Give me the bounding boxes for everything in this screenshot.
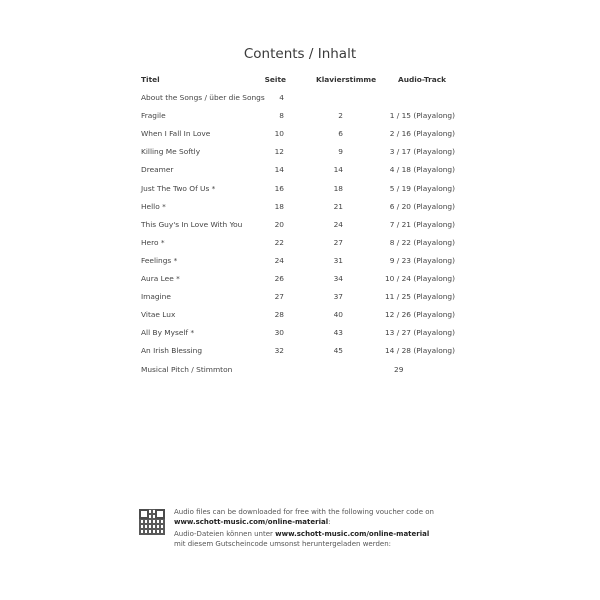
table-row (141, 292, 461, 306)
cell-piano: 14 (333, 165, 343, 175)
table-row (141, 310, 461, 324)
cell-audio: 1 / 15 (Playalong) (389, 111, 455, 121)
table-row (141, 238, 461, 252)
table-row (141, 165, 461, 179)
cell-audio: 13 / 27 (Playalong) (384, 328, 455, 338)
qr-code (139, 509, 165, 535)
table-row (141, 346, 461, 360)
cell-audio: 7 / 21 (Playalong) (389, 219, 455, 229)
cell-title: About the Songs / über die Songs (141, 93, 265, 102)
header-piano: Klavierstimme (316, 75, 377, 84)
cell-audio: 12 / 26 (Playalong) (384, 310, 455, 320)
footer-de-line2: mit diesem Gutscheincode umsonst heruntergeladen werden: (174, 540, 392, 548)
cell-page: 4 (279, 93, 284, 102)
cell-piano: 34 (333, 274, 343, 283)
header-audio: Audio-Track (398, 75, 447, 84)
cell-page: 14 (274, 165, 284, 175)
cell-title: Aura Lee * (141, 274, 180, 283)
cell-piano: 27 (333, 237, 343, 247)
cell-audio: 11 / 25 (Playalong) (384, 292, 455, 302)
cell-page: 28 (274, 310, 284, 320)
cell-page: 27 (274, 292, 284, 302)
cell-piano: 18 (333, 183, 343, 193)
cell-title: Musical Pitch / Stimmton (141, 364, 233, 374)
cell-page: 24 (274, 255, 284, 265)
footer-de-start: Audio-Dateien können unter (174, 530, 276, 538)
table-row (141, 220, 461, 234)
table-row (141, 328, 461, 342)
cell-piano: 31 (333, 255, 343, 265)
cell-page: 22 (274, 237, 284, 247)
cell-page: 8 (279, 111, 284, 121)
table-row (141, 147, 461, 161)
page-title: Contents / Inhalt (243, 46, 357, 62)
cell-page: 12 (274, 147, 284, 157)
cell-title: Imagine (141, 292, 171, 302)
footer-de-line1 (174, 530, 429, 538)
cell-piano: 9 (338, 147, 343, 157)
cell-title: Just The Two Of Us * (141, 183, 216, 193)
cell-audio: 2 / 16 (Playalong) (389, 129, 455, 139)
table-row (141, 256, 461, 270)
cell-title: Hero * (141, 237, 165, 247)
cell-page: 26 (274, 274, 284, 283)
header-title: Titel (141, 75, 160, 84)
cell-audio: 14 / 28 (Playalong) (384, 346, 455, 356)
cell-audio: 6 / 20 (Playalong) (389, 201, 455, 211)
cell-audio: 8 / 22 (Playalong) (389, 237, 455, 247)
cell-audio: 9 / 23 (Playalong) (389, 255, 455, 265)
cell-piano: 37 (333, 292, 343, 302)
cell-page: 20 (274, 219, 284, 229)
cell-title: All By Myself * (141, 328, 195, 338)
table-row (141, 129, 461, 143)
table-row (141, 365, 461, 379)
cell-title: Killing Me Softly (141, 147, 201, 157)
cell-title: Vitae Lux (141, 310, 176, 320)
table-row (141, 202, 461, 216)
footer-en-url[interactable]: www.schott-music.com/online-material (174, 518, 329, 526)
cell-page: 16 (274, 183, 284, 193)
cell-page: 30 (274, 328, 284, 338)
footer-de-url[interactable]: www.schott-music.com/online-material (275, 530, 430, 538)
cell-audio: 10 / 24 (Playalong) (384, 274, 455, 283)
cell-page: 18 (274, 201, 284, 211)
header-page: Seite (264, 75, 286, 84)
cell-title: Dreamer (141, 165, 174, 175)
cell-audio: 5 / 19 (Playalong) (389, 183, 455, 193)
cell-title: When I Fall In Love (141, 129, 211, 139)
table-header (141, 75, 461, 89)
table-row (141, 111, 461, 125)
table-row (141, 184, 461, 198)
cell-piano: 43 (333, 328, 343, 338)
cell-audio: 3 / 17 (Playalong) (389, 147, 455, 157)
cell-title: Fragile (141, 111, 166, 121)
cell-title: Feelings * (141, 255, 178, 265)
cell-audio: 29 (394, 364, 404, 374)
table-row (141, 93, 461, 107)
cell-piano: 2 (338, 111, 343, 121)
footer-en-line1: Audio files can be downloaded for free with the following voucher code on (174, 508, 434, 516)
cell-title: This Guy's In Love With You (141, 219, 243, 229)
table-row (141, 274, 461, 288)
cell-title: Hello * (141, 201, 166, 211)
cell-piano: 6 (338, 129, 343, 139)
cell-piano: 40 (333, 310, 343, 320)
cell-piano: 21 (333, 201, 343, 211)
cell-title: An Irish Blessing (141, 346, 203, 356)
cell-piano: 45 (333, 346, 343, 356)
footer-en-line2 (174, 518, 330, 526)
cell-page: 10 (274, 129, 284, 139)
cell-piano: 24 (333, 219, 343, 229)
footer-en-end: : (328, 518, 331, 526)
cell-page: 32 (274, 346, 284, 356)
cell-audio: 4 / 18 (Playalong) (389, 165, 455, 175)
